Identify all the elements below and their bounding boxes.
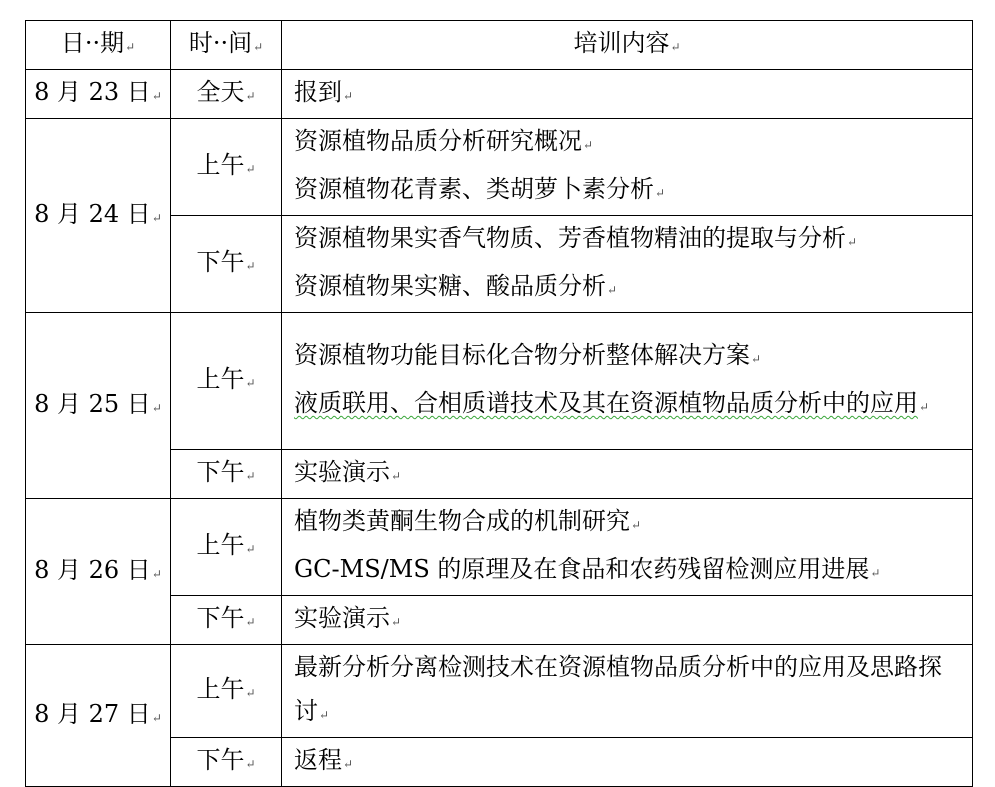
- paragraph-mark-icon: ↵: [151, 89, 162, 103]
- paragraph-mark-icon: ↵: [343, 89, 354, 103]
- paragraph-mark-icon: ↵: [245, 686, 256, 700]
- paragraph-mark-icon: ↵: [919, 400, 930, 414]
- time-cell: 上午↵: [171, 119, 282, 216]
- header-date: 日··期↵: [26, 21, 171, 70]
- time-cell: 下午↵: [171, 738, 282, 787]
- paragraph-mark-icon: ↵: [245, 469, 256, 483]
- paragraph-mark-icon: ↵: [319, 708, 330, 722]
- header-row: [26, 21, 973, 70]
- table-row: [26, 313, 973, 450]
- paragraph-mark-icon: ↵: [151, 566, 162, 581]
- content-cell: 资源植物功能目标化合物分析整体解决方案↵ 液质联用、合相质谱技术及其在资源植物品质分析中的应用↵: [282, 313, 973, 450]
- paragraph-mark-icon: ↵: [253, 40, 264, 54]
- training-schedule-table: [25, 20, 973, 787]
- content-cell: 植物类黄酮生物合成的机制研究↵ GC-MS/MS 的原理及在食品和农药残留检测应用进展↵: [282, 499, 973, 596]
- content-cell: 返程↵: [282, 738, 973, 787]
- paragraph-mark-icon: ↵: [151, 710, 162, 725]
- paragraph-mark-icon: ↵: [245, 615, 256, 629]
- content-cell: 实验演示↵: [282, 596, 973, 645]
- table-row: [26, 70, 973, 119]
- header-time: 时··间↵: [171, 21, 282, 70]
- time-cell: 下午↵: [171, 216, 282, 313]
- paragraph-mark-icon: ↵: [245, 162, 256, 176]
- table-row: [26, 645, 973, 738]
- table-row: [26, 119, 973, 216]
- time-cell: 下午↵: [171, 450, 282, 499]
- date-cell: 8 月 27 日↵: [26, 645, 171, 787]
- paragraph-mark-icon: ↵: [583, 138, 594, 152]
- paragraph-mark-icon: ↵: [607, 283, 618, 297]
- paragraph-mark-icon: ↵: [391, 615, 402, 629]
- paragraph-mark-icon: ↵: [751, 352, 762, 366]
- paragraph-mark-icon: ↵: [125, 40, 136, 54]
- time-cell: 上午↵: [171, 645, 282, 738]
- paragraph-mark-icon: ↵: [870, 566, 881, 580]
- spellcheck-text: 液质联用、合相质谱技术及其在资源植物品质分析中的应用↵: [294, 389, 930, 417]
- content-cell: 最新分析分离检测技术在资源植物品质分析中的应用及思路探讨↵: [282, 645, 973, 738]
- date-cell: 8 月 24 日↵: [26, 119, 171, 313]
- date-cell: 8 月 25 日↵: [26, 313, 171, 499]
- paragraph-mark-icon: ↵: [343, 757, 354, 771]
- paragraph-mark-icon: ↵: [655, 186, 666, 200]
- date-cell: 8 月 23 日↵: [26, 70, 171, 119]
- paragraph-mark-icon: ↵: [670, 40, 681, 54]
- paragraph-mark-icon: ↵: [151, 210, 162, 225]
- time-cell: 下午↵: [171, 596, 282, 645]
- paragraph-mark-icon: ↵: [847, 235, 858, 249]
- content-cell: 报到↵: [282, 70, 973, 119]
- paragraph-mark-icon: ↵: [151, 400, 162, 415]
- content-cell: 资源植物果实香气物质、芳香植物精油的提取与分析↵ 资源植物果实糖、酸品质分析↵: [282, 216, 973, 313]
- header-content: 培训内容↵: [282, 21, 973, 70]
- paragraph-mark-icon: ↵: [391, 469, 402, 483]
- time-cell: 全天↵: [171, 70, 282, 119]
- paragraph-mark-icon: ↵: [631, 518, 642, 532]
- paragraph-mark-icon: ↵: [245, 259, 256, 273]
- time-cell: 上午↵: [171, 499, 282, 596]
- time-cell: 上午↵: [171, 313, 282, 450]
- date-cell: 8 月 26 日↵: [26, 499, 171, 645]
- paragraph-mark-icon: ↵: [245, 89, 256, 103]
- content-cell: 资源植物品质分析研究概况↵ 资源植物花青素、类胡萝卜素分析↵: [282, 119, 973, 216]
- paragraph-mark-icon: ↵: [245, 376, 256, 390]
- paragraph-mark-icon: ↵: [245, 542, 256, 556]
- paragraph-mark-icon: ↵: [245, 757, 256, 771]
- table-row: [26, 499, 973, 596]
- content-cell: 实验演示↵: [282, 450, 973, 499]
